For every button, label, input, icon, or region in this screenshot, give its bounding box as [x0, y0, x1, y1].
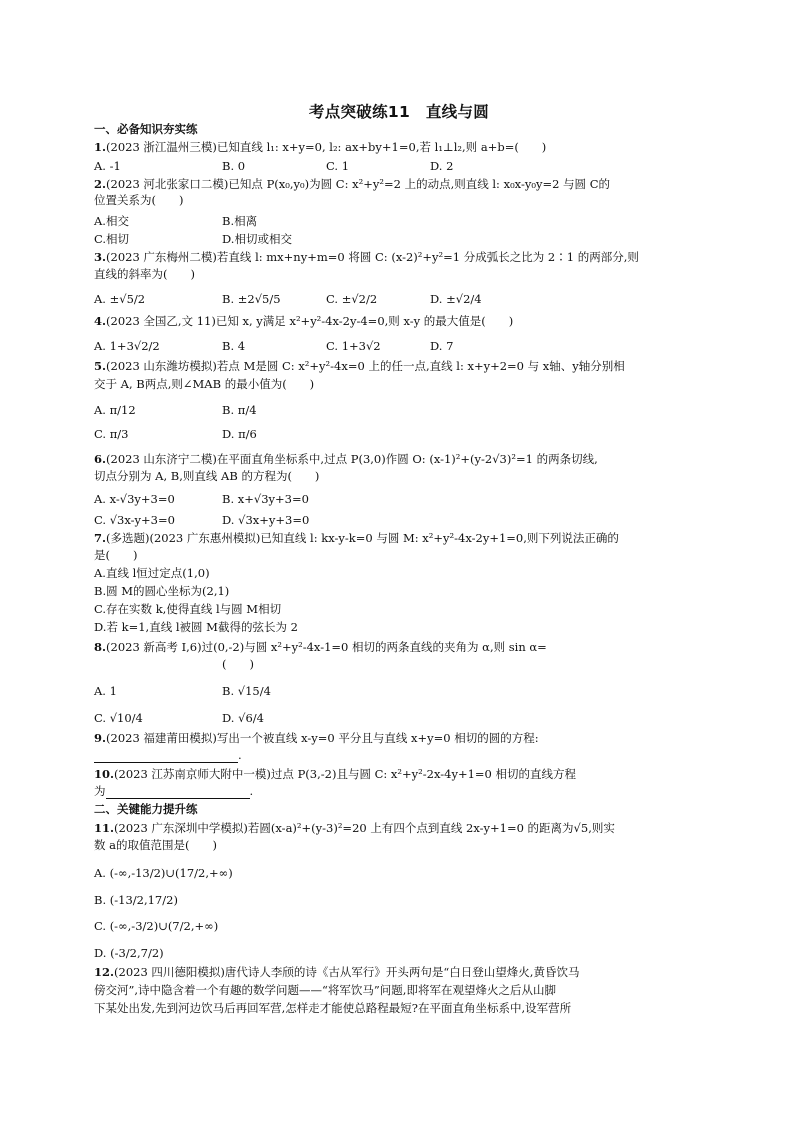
q1-option-d: D. 2 [430, 159, 454, 173]
q1-option-c: C. 1 [326, 159, 350, 173]
q4-option-c: C. 1+3√2 [326, 339, 381, 353]
q11-option-d: D. (-3/2,7/2) [94, 946, 164, 960]
q6-option-d: D. √3x+y+3=0 [222, 513, 310, 527]
q7-option-b: B.圆 M的圆心坐标为(2,1) [94, 584, 230, 598]
q2-option-a: A.相交 [94, 214, 129, 228]
question-5-stem: 5.(2023 山东潍坊模拟)若点 M是圆 C: x²+y²-4x=0 上的任一点,直线 l: x+y+2=0 与 x轴、y轴分别相 [94, 359, 625, 373]
q11-option-b: B. (-13/2,17/2) [94, 893, 178, 907]
question-2-stem: 2.(2023 河北张家口二模)已知点 P(x₀,y₀)为圆 C: x²+y²=2 上的动点,则直线 l: x₀x-y₀y=2 与圆 C的 [94, 177, 611, 191]
question-10-stem: 10.(2023 江苏南京师大附中一模)过点 P(3,-2)且与圆 C: x²+y²-2x-4y+1=0 相切的直线方程 [94, 767, 577, 781]
q8-option-d: D. √6/4 [222, 711, 264, 725]
question-12-stem-cont-1: 傍交河”,诗中隐含着一个有趣的数学问题——“将军饮马”问题,即将军在观望烽火之后从山脚 [94, 983, 556, 997]
q4-option-b: B. 4 [222, 339, 246, 353]
q5-option-b: B. π/4 [222, 403, 257, 417]
question-9-stem: 9.(2023 福建莆田模拟)写出一个被直线 x-y=0 平分且与直线 x+y=0 相切的圆的方程: [94, 731, 539, 745]
question-6-stem-cont: 切点分别为 A, B,则直线 AB 的方程为( ) [94, 469, 320, 483]
q7-option-a: A.直线 l恒过定点(1,0) [94, 566, 210, 580]
q6-option-c: C. √3x-y+3=0 [94, 513, 175, 527]
q3-option-d: D. ±√2/4 [430, 292, 482, 306]
q2-option-b: B.相离 [222, 214, 258, 228]
question-1-stem: 1.(2023 浙江温州三模)已知直线 l₁: x+y=0, l₂: ax+by+1=0,若 l₁⊥l₂,则 a+b=( ) [94, 140, 547, 154]
q8-option-b: B. √15/4 [222, 684, 271, 698]
q8-option-c: C. √10/4 [94, 711, 143, 725]
q1-option-a: A. -1 [94, 159, 121, 173]
question-11-stem: 11.(2023 广东深圳中学模拟)若圆(x-a)²+(y-3)²=20 上有四个点到直线 2x-y+1=0 的距离为√5,则实 [94, 821, 615, 835]
question-3-stem: 3.(2023 广东梅州二模)若直线 l: mx+ny+m=0 将圆 C: (x-2)²+y²=1 分成弧长之比为 2∶1 的两部分,则 [94, 250, 639, 264]
q5-option-d: D. π/6 [222, 427, 257, 441]
question-12-stem: 12.(2023 四川德阳模拟)唐代诗人李颀的诗《古从军行》开头两句是“白日登山望烽火,黄昏饮马 [94, 965, 580, 979]
q3-option-b: B. ±2√5/5 [222, 292, 281, 306]
question-5-stem-cont: 交于 A, B两点,则∠MAB 的最小值为( ) [94, 377, 315, 391]
q11-option-c: C. (-∞,-3/2)∪(7/2,+∞) [94, 919, 219, 933]
question-7-stem-cont: 是( ) [94, 548, 138, 562]
q1-option-b: B. 0 [222, 159, 246, 173]
question-12-stem-cont-2: 下某处出发,先到河边饮马后再回军营,怎样走才能使总路程最短?在平面直角坐标系中,设军营所 [94, 1001, 572, 1015]
q7-option-c: C.存在实数 k,使得直线 l与圆 M相切 [94, 602, 282, 616]
q8-option-a: A. 1 [94, 684, 117, 698]
question-11-stem-cont: 数 a的取值范围是( ) [94, 838, 217, 852]
question-4-stem: 4.(2023 全国乙,文 11)已知 x, y满足 x²+y²-4x-2y-4=0,则 x-y 的最大值是( ) [94, 314, 514, 328]
q11-option-a: A. (-∞,-13/2)∪(17/2,+∞) [94, 866, 233, 880]
q3-option-c: C. ±√2/2 [326, 292, 378, 306]
question-2-stem-cont: 位置关系为( ) [94, 193, 184, 207]
q6-option-a: A. x-√3y+3=0 [94, 492, 175, 506]
q5-option-c: C. π/3 [94, 427, 129, 441]
section-heading-1: 一、必备知识夯实练 [94, 122, 198, 136]
question-7-stem: 7.(多选题)(2023 广东惠州模拟)已知直线 l: kx-y-k=0 与圆 M: x²+y²-4x-2y+1=0,则下列说法正确的 [94, 531, 619, 545]
q9-answer-blank: . [94, 748, 242, 763]
q6-option-b: B. x+√3y+3=0 [222, 492, 309, 506]
q5-option-a: A. π/12 [94, 403, 136, 417]
question-3-stem-cont: 直线的斜率为( ) [94, 267, 195, 281]
question-10-stem-cont: 为 . [94, 784, 254, 798]
question-8-stem-cont: ( ) [222, 657, 254, 671]
page-title: 考点突破练11 直线与圆 [308, 103, 490, 121]
q4-option-a: A. 1+3√2/2 [94, 339, 160, 353]
q3-option-a: A. ±√5/2 [94, 292, 146, 306]
question-8-stem: 8.(2023 新高考 Ⅰ,6)过(0,-2)与圆 x²+y²-4x-1=0 相切的两条直线的夹角为 α,则 sin α= [94, 640, 547, 654]
q4-option-d: D. 7 [430, 339, 454, 353]
q7-option-d: D.若 k=1,直线 l被圆 M截得的弦长为 2 [94, 620, 298, 634]
q2-option-c: C.相切 [94, 232, 130, 246]
question-6-stem: 6.(2023 山东济宁二模)在平面直角坐标系中,过点 P(3,0)作圆 O: (x-1)²+(y-2√3)²=1 的两条切线, [94, 452, 598, 466]
q2-option-d: D.相切或相交 [222, 232, 292, 246]
section-heading-2: 二、关键能力提升练 [94, 802, 198, 816]
